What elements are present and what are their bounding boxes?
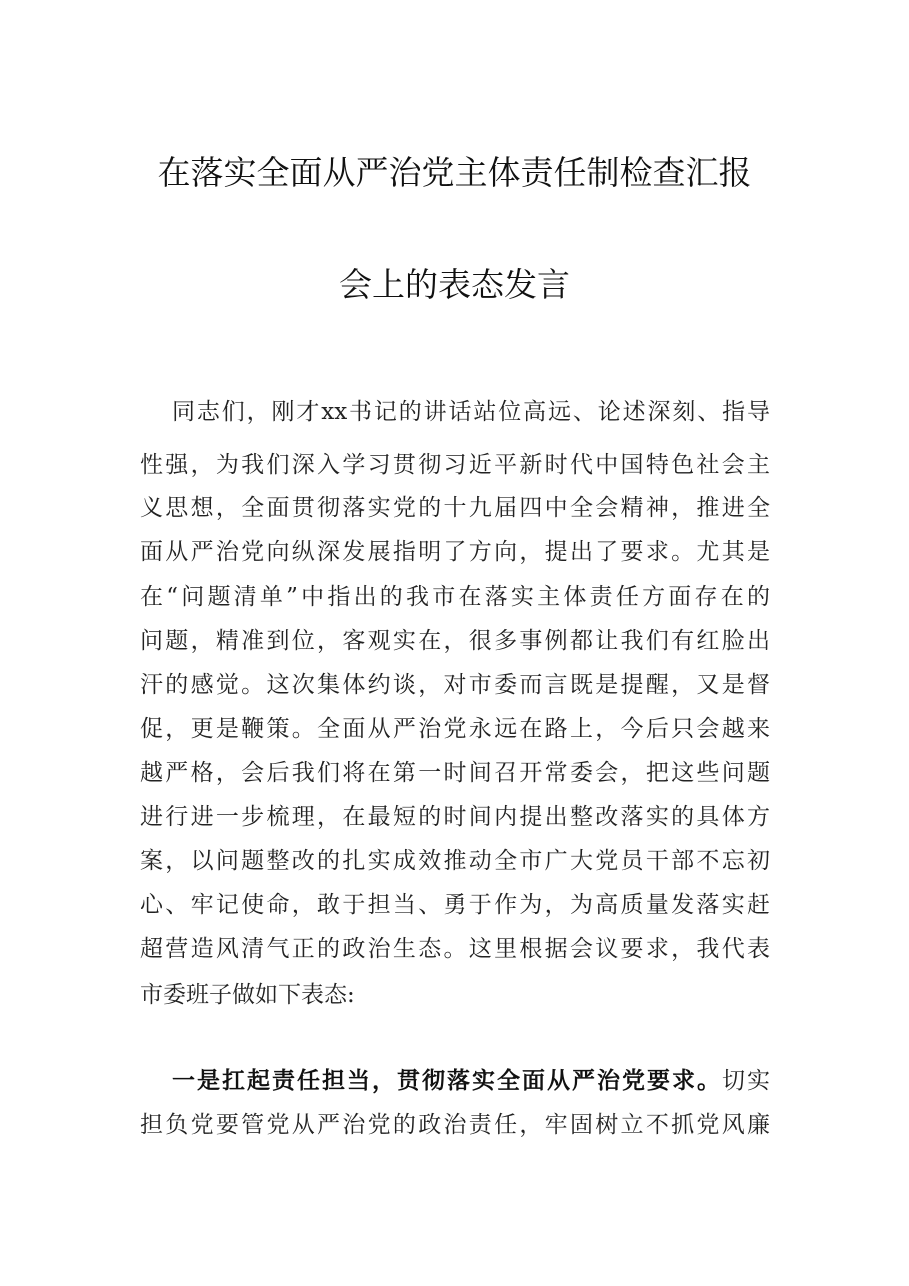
paragraph-line: 性强，为我们深入学习贯彻习近平新时代中国特色社会主: [140, 452, 770, 478]
paragraph-line: 超营造风清气正的政治生态。这里根据会议要求，我代表: [140, 936, 770, 962]
document-title-line-1: 在落实全面从严治党主体责任制检查汇报: [157, 153, 752, 192]
paragraph-line: 担负党要管党从严治党的政治责任，牢固树立不抓党风廉: [140, 1112, 770, 1138]
document-title-line-2: 会上的表态发言: [339, 265, 570, 304]
paragraph-2-bold-lead: 一是扛起责任担当，贯彻落实全面从严治党要求。: [172, 1067, 722, 1094]
paragraph-line: 在“问题清单”中指出的我市在落实主体责任方面存在的: [140, 584, 770, 610]
paragraph-line: 进行进一步梳理，在最短的时间内提出整改落实的具体方: [140, 804, 770, 830]
paragraph-line: 面从严治党向纵深发展指明了方向，提出了要求。尤其是: [140, 539, 770, 565]
paragraph-line: 义思想，全面贯彻落实党的十九届四中全会精神，推进全: [140, 495, 770, 521]
paragraph-line: 市委班子做如下表态:: [140, 982, 355, 1008]
paragraph-line: 问题，精准到位，客观实在，很多事例都让我们有红脸出: [140, 628, 770, 654]
paragraph-line: 汗的感觉。这次集体约谈，对市委而言既是提醒，又是督: [140, 672, 770, 698]
paragraph-2-first-line: [172, 1066, 770, 1096]
paragraph-line: 越严格，会后我们将在第一时间召开常委会，把这些问题: [140, 760, 770, 786]
paragraph-line: 同志们，刚才xx书记的讲话站位高远、论述深刻、指导: [172, 399, 770, 425]
paragraph-line: 心、牢记使命，敢于担当、勇于作为，为高质量发落实赶: [140, 892, 770, 918]
paragraph-2-line-1-rest: 切实: [722, 1068, 770, 1094]
paragraph-line: 促，更是鞭策。全面从严治党永远在路上，今后只会越来: [140, 716, 770, 742]
paragraph-line: 案，以问题整改的扎实成效推动全市广大党员干部不忘初: [140, 848, 770, 874]
